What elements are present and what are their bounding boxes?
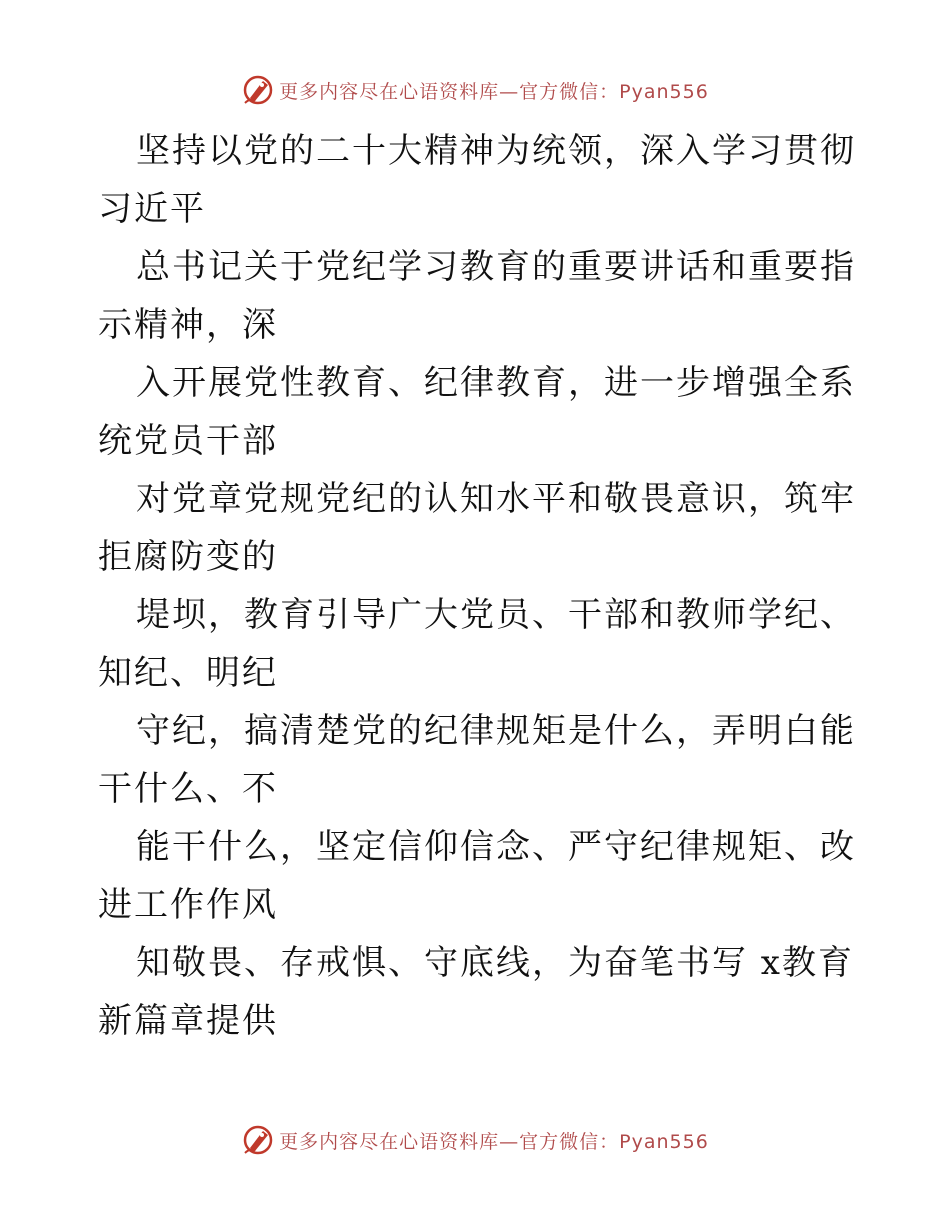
paragraph-line: 能干什么，坚定信仰信念、严守纪律规矩、改进工作作风 <box>98 827 856 925</box>
footer-banner <box>0 1120 950 1160</box>
paragraph-line: 守纪，搞清楚党的纪律规矩是什么，弄明白能干什么、不 <box>98 711 856 809</box>
header-banner-text: 更多内容尽在心语资料库—官方微信：Pyan556 <box>279 80 709 103</box>
pen-nib-logo-icon <box>241 73 275 107</box>
paragraph-line: 知敬畏、存戒惧、守底线，为奋笔书写 x教育新篇章提供 <box>98 943 854 1041</box>
document-body <box>98 122 858 1050</box>
paragraph-line: 坚持以党的二十大精神为统领，深入学习贯彻习近平 <box>98 131 856 229</box>
footer-wechat-id: Pyan556 <box>619 1130 709 1153</box>
paragraph-line: 堤坝，教育引导广大党员、干部和教师学纪、知纪、明纪 <box>98 595 856 693</box>
footer-banner-text: 更多内容尽在心语资料库—官方微信：Pyan556 <box>279 1130 709 1153</box>
paragraph-line: 对党章党规党纪的认知水平和敬畏意识，筑牢拒腐防变的 <box>98 479 856 577</box>
paragraph-line: 总书记关于党纪学习教育的重要讲话和重要指示精神，深 <box>98 247 856 345</box>
paragraph-line: 入开展党性教育、纪律教育，进一步增强全系统党员干部 <box>98 363 856 461</box>
header-wechat-id: Pyan556 <box>619 80 709 103</box>
pen-nib-logo-icon <box>241 1123 275 1157</box>
header-banner <box>0 70 950 110</box>
